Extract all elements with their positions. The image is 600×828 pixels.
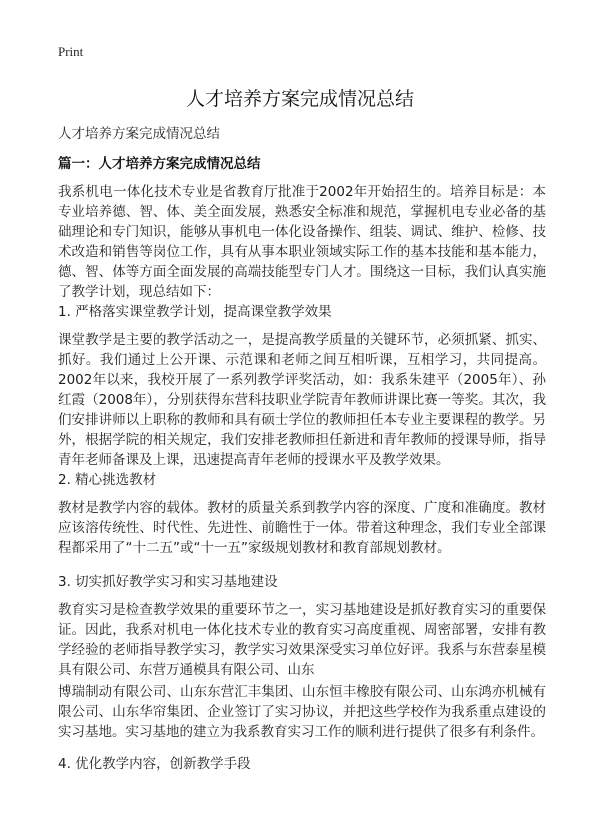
item-2-body: 教材是教学内容的载体。教材的质量关系到教学内容的深度、广度和准确度。教材应该溶传统性、时代性、先进性、前瞻性于一体。带着这种理念，我们专业全部课程都采用了“十二五”或“十一五”家级规划教材和教育部规划教材。	[58, 500, 546, 556]
item-2-title: 2. 精心挑选教材	[58, 472, 157, 488]
page-title: 人才培养方案完成情况总结	[185, 88, 414, 110]
item-3-body-part-a: 教育实习是检查教学效果的重要环节之一，实习基地建设是抓好教育实习的重要保证。因此，我系对机电一体化技术专业的教育实习高度重视、周密部署，安排有教学经验的老师指导教学实习，教学实习效果深受实习单位好评。我系与东营泰星模具有限公司、东营万通模具有限公司、山东	[58, 602, 546, 678]
print-link[interactable]: Print	[58, 44, 84, 59]
item-3-title: 3. 切实抓好教学实习和实习基地建设	[58, 574, 278, 590]
document-subtitle: 人才培养方案完成情况总结	[58, 126, 220, 142]
item-4-title: 4. 优化教学内容，创新教学手段	[58, 756, 251, 772]
item-3-body-part-b: 博瑞制动有限公司、山东东营汇丰集团、山东恒丰橡胶有限公司、山东鸿亦机械有限公司、山东华帘集团、企业签订了实习协议，并把这些学校作为我系重点建设的实习基地。实习基地的建立为我系教育实习工作的顺利进行提供了很多有利条件。	[58, 684, 546, 740]
section-heading: 篇一：人才培养方案完成情况总结	[58, 156, 261, 172]
item-1-body: 课堂教学是主要的教学活动之一，是提高教学质量的关键环节，必须抓紧、抓实、抓好。我们通过上公开课、示范课和老师之间互相听课，互相学习，共同提高。2002年以来，我校开展了一系列教学评奖活动，如：我系朱建平（2005年）、孙红霞（2008年），分别获得东营科技职业学院青年教师讲课比赛一等奖。其次，我们安排讲师以上职称的教师和具有硕士学位的教师担任本专业主要课程的教学。另外，根据学院的相关规定，我们安排老教师担任新进和青年教师的授课导师，指导青年老师备课及上课，迅速提高青年老师的授课水平及教学效果。	[58, 332, 546, 468]
intro-paragraph: 我系机电一体化技术专业是省教育厅批准于2002年开始招生的。培养目标是：本专业培养德、智、体、美全面发展，熟悉安全标准和规范，掌握机电专业必备的基础理论和专门知识，能够从事机电一体化设备操作、组装、调试、维护、检修、技术改造和销售等岗位工作，具有从事本职业领域实际工作的基本技能和基本能力，德、智、体等方面全面发展的高端技能型专门人才。围绕这一目标，我们认真实施了教学计划，现总结如下：	[58, 184, 546, 300]
item-1-title: 1. 严格落实课堂教学计划，提高课堂教学效果	[58, 304, 332, 320]
